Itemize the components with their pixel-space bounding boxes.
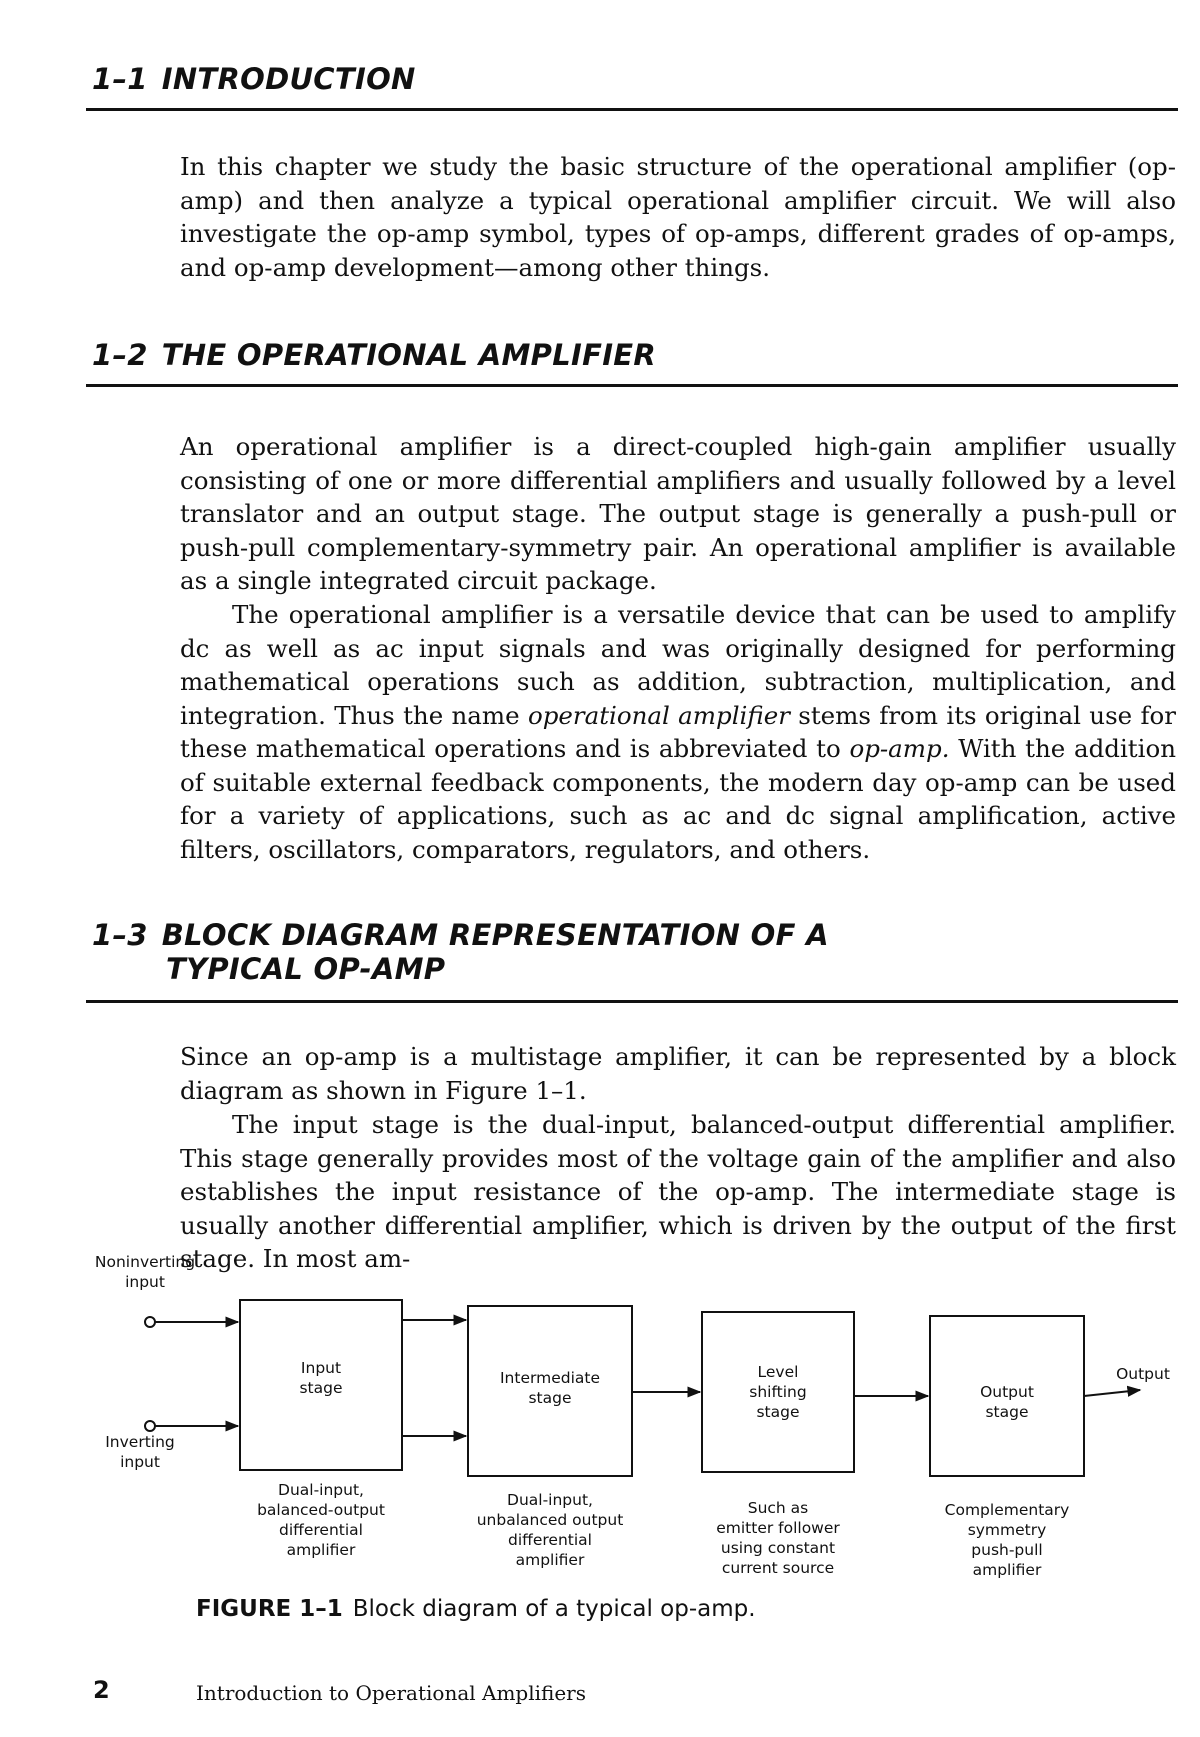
output-line — [1084, 1390, 1140, 1396]
figure-caption-text: Block diagram of a typical op-amp. — [352, 1596, 756, 1622]
paragraph: Since an op-amp is a multistage amplifier, it can be represented by a block diagram as shown in Figure 1–1. — [180, 1042, 1176, 1105]
page-number: 2 — [93, 1676, 110, 1704]
section-rule — [86, 384, 1178, 387]
running-title: Introduction to Operational Amplifiers — [196, 1681, 587, 1705]
inverting-input-label: Inverting input — [105, 1433, 175, 1471]
paragraph: An operational amplifier is a direct-coupled high-gain amplifier usually consisting of one or more differential amplifiers and usually followed by a level translator and an output stage. The output stage is generally a push-pull or push-pull complementary-symmetry pair. An operational amplifier is available as a single integrated circuit package. — [180, 432, 1176, 595]
block-desc-input-stage: Dual-input, balanced-output differential amplifier — [257, 1481, 385, 1559]
output-label: Output — [1116, 1365, 1170, 1383]
noninverting-input-label: Noninverting input — [94, 1253, 196, 1291]
paragraph — [180, 598, 1176, 866]
figure-label: FIGURE 1–1 — [196, 1596, 343, 1622]
block-desc-intermediate-stage: Dual-input, unbalanced output differential amplifier — [476, 1491, 624, 1569]
section-title: THE OPERATIONAL AMPLIFIER — [161, 338, 657, 372]
section-title-line1: BLOCK DIAGRAM REPRESENTATION OF A — [161, 918, 829, 952]
text-run: With the addition of suitable external feedback components, the modern day op-amp can be used for a variety of applications, such as ac and dc signal amplification, active filters, oscillators, comparators, regulators, and others. — [180, 734, 1177, 864]
inverting-terminal — [145, 1421, 155, 1431]
section-heading-operational-amplifier — [92, 338, 656, 372]
block-label-output-stage: Output stage — [980, 1383, 1034, 1421]
section-rule — [86, 108, 1178, 111]
section-title: INTRODUCTION — [161, 62, 416, 96]
term-op-amp: op-amp. — [849, 734, 950, 763]
block-diagram — [80, 1253, 1180, 1588]
block-label-level-shifting-stage: Level shifting stage — [749, 1363, 807, 1421]
section-heading-block-diagram — [92, 918, 829, 986]
section-number: 1–3 — [92, 918, 148, 952]
noninverting-terminal — [145, 1317, 155, 1327]
figure-caption — [196, 1596, 756, 1622]
section-title-line2: TYPICAL OP-AMP — [166, 952, 446, 986]
section-number: 1–2 — [92, 338, 148, 372]
paragraph: The input stage is the dual-input, balanced-output differential amplifier. This stage generally provides most of the voltage gain of the amplifier and also establishes the input resistance of the op-amp. The intermediate stage is usually another differential amplifier, which is driven by the output of the first stage. In most am- — [180, 1110, 1176, 1273]
section-heading-introduction — [92, 62, 416, 96]
block-label-intermediate-stage: Intermediate stage — [499, 1369, 600, 1407]
block-desc-level-shifting-stage: Such as emitter follower using constant current source — [716, 1499, 840, 1577]
section-rule — [86, 1000, 1178, 1003]
text-run: stems from its original use for these mathematical operations and is abbreviated to — [180, 700, 1176, 763]
term-operational-amplifier: operational amplifier — [527, 700, 790, 730]
text-run: The operational amplifier is a versatile device that can be used to amplify dc as well as ac input signals and was originally designed for performing mathematical operations such as addition, subtraction, multiplication, and integration. Thus the name — [180, 600, 1176, 730]
section-number: 1–1 — [92, 62, 148, 96]
block-desc-output-stage: Complementary symmetry push-pull amplifier — [944, 1501, 1070, 1579]
paragraph: In this chapter we study the basic structure of the operational amplifier (op-amp) and then analyze a typical operational amplifier circuit. We will also investigate the op-amp symbol, types of op-amps, different grades of op-amps, and op-amp development—among other things. — [180, 152, 1176, 282]
block-label-input-stage: Input stage — [299, 1359, 343, 1397]
